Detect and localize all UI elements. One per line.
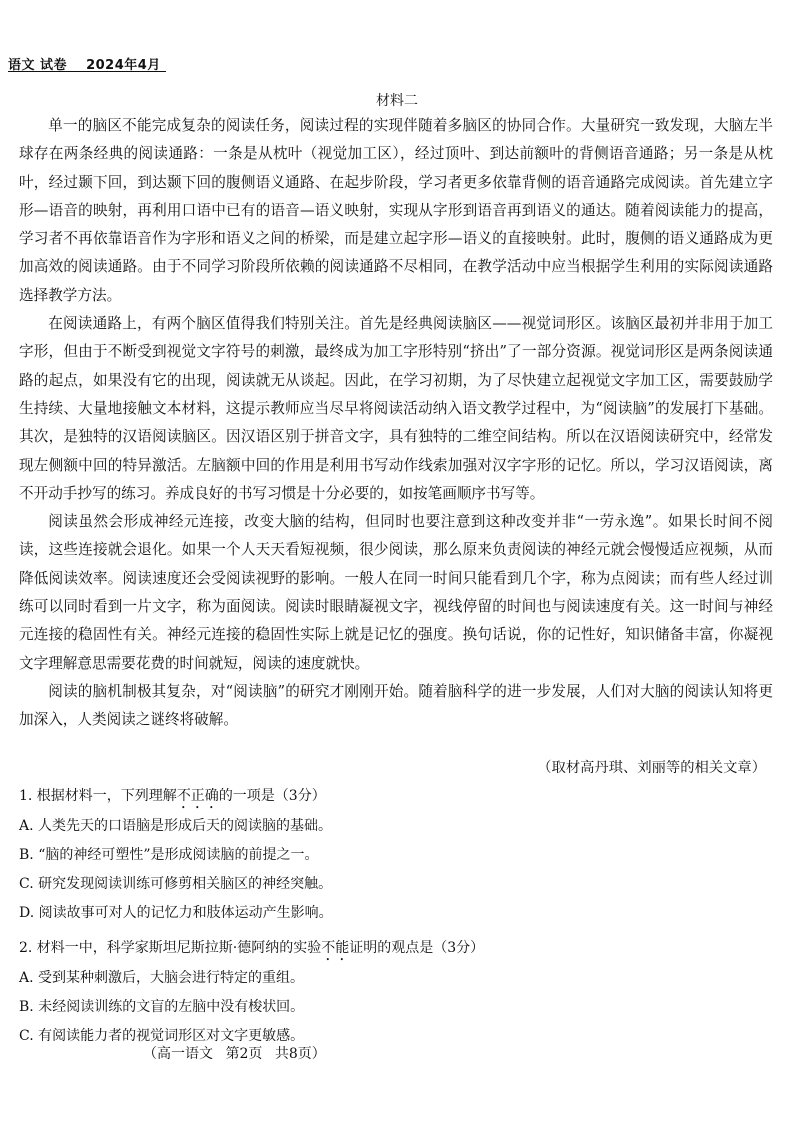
- material-title: 材料二: [376, 93, 418, 109]
- header-date: 2024年4月: [86, 58, 161, 73]
- option-a: A. 受到某种刺激后，大脑会进行特定的重组。: [19, 970, 305, 986]
- option-c: C. 研究发现阅读训练可修剪相关脑区的神经突触。: [19, 876, 333, 892]
- option-b: B. 未经阅读训练的文盲的左脑中没有梭状回。: [19, 999, 305, 1015]
- question-stem: 证明的观点是（3分）: [349, 940, 485, 956]
- emphasis-marker: 不能: [321, 940, 350, 956]
- paragraph: 阅读的脑机制极其复杂，对“阅读脑”的研究才刚刚开始。随着脑科学的进一步发展，人们对大脑的阅读认知将更加深入，人类阅读之谜终将破解。: [19, 682, 773, 729]
- question-stem: 的一项是（3分）: [218, 788, 326, 804]
- questions: [19, 782, 773, 1051]
- question-stem: 1. 根据材料一，下列理解: [19, 788, 177, 804]
- option-c: C. 有阅读能力者的视觉词形区对文字更敏感。: [19, 1028, 305, 1044]
- paragraph: 单一的脑区不能完成复杂的阅读任务，阅读过程的实现伴随着多脑区的协同合作。大量研究一致发现，大脑左半球存在两条经典的阅读通路：一条是从枕叶（视觉加工区），经过顶叶、到达前额叶的背侧语音通路；另一条是从枕叶，经过颞下回，到达颞下回的腹侧语义通路、在起步阶段，学习者更多依靠背侧的语音通路完成阅读。首先建立字形—语音的映射，再利用口语中已有的语音—语义映射，实现从字形到语音再到语义的通达。随着阅读能力的提高，学习者不再依靠语音作为字形和语义之间的桥梁，而是建立起字形—语义的直接映射。此时，腹侧的语义通路成为更加高效的阅读通路。由于不同学习阶段所依赖的阅读通路不尽相同，在教学活动中应当根据学生利用的实际阅读通路选择教学方法。: [19, 117, 773, 304]
- question-1: [19, 782, 773, 812]
- question-stem: 2. 材料一中，科学家斯坦尼斯拉斯·德阿纳的实验: [19, 940, 322, 956]
- option-b: B. “脑的神经可塑性”是形成阅读脑的前提之一。: [19, 847, 319, 863]
- material-body: [19, 112, 773, 735]
- option-d: D. 阅读故事可对人的记忆力和肢体运动产生影响。: [19, 905, 333, 921]
- header-underline: [8, 71, 166, 72]
- header-subject: 语文 试卷: [8, 58, 68, 73]
- question-2: [19, 934, 773, 964]
- page-header: [8, 54, 161, 73]
- footer-course: （高一语文: [143, 1046, 213, 1062]
- footer-total: 共8页）: [274, 1046, 326, 1062]
- footer-page: 第2页: [225, 1046, 263, 1062]
- emphasis-marker: 不正确: [176, 788, 219, 804]
- source-citation: （取材高丹琪、刘丽等的相关文章）: [537, 760, 766, 776]
- option-a: A. 人类先天的口语脑是形成后天的阅读脑的基础。: [19, 818, 333, 834]
- paragraph: 在阅读通路上，有两个脑区值得我们特别关注。首先是经典阅读脑区——视觉词形区。该脑区最初并非用于加工字形，但由于不断受到视觉文字符号的刺激，最终成为加工字形特别“挤出”了一部分资源。视觉词形区是两条阅读通路的起点，如果没有它的出现，阅读就无从谈起。因此，在学习初期，为了尽快建立起视觉文字加工区，需要鼓励学生持续、大量地接触文本材料，这提示教师应当尽早将阅读活动纳入语文教学过程中，为“阅读脑”的发展打下基础。其次，是独特的汉语阅读脑区。因汉语区别于拼音文字，具有独特的二维空间结构。所以在汉语阅读研究中，经常发现左侧额中回的特异激活。左脑额中回的作用是利用书写动作线索加强对汉字字形的记忆。所以，学习汉语阅读，离不开动手抄写的练习。养成良好的书写习惯是十分必要的，如按笔画顺序书写等。: [19, 315, 773, 502]
- paragraph: 阅读虽然会形成神经元连接，改变大脑的结构，但同时也要注意到这种改变并非“一劳永逸”。如果长时间不阅读，这些连接就会退化。如果一个人天天看短视频，很少阅读，那么原来负责阅读的神经元就会慢慢适应视频，从而降低阅读效率。阅读速度还会受阅读视野的影响。一般人在同一时间只能看到几个字，称为点阅读；而有些人经过训练可以同时看到一片文字，称为面阅读。阅读时眼睛凝视文字，视线停留的时间也与阅读速度有关。这一时间与神经元连接的稳固性有关。神经元连接的稳固性实际上就是记忆的强度。换句话说，你的记性好，知识储备丰富，你凝视文字理解意思需要花费的时间就短，阅读的速度就快。: [19, 513, 773, 672]
- page-footer: [143, 1043, 334, 1063]
